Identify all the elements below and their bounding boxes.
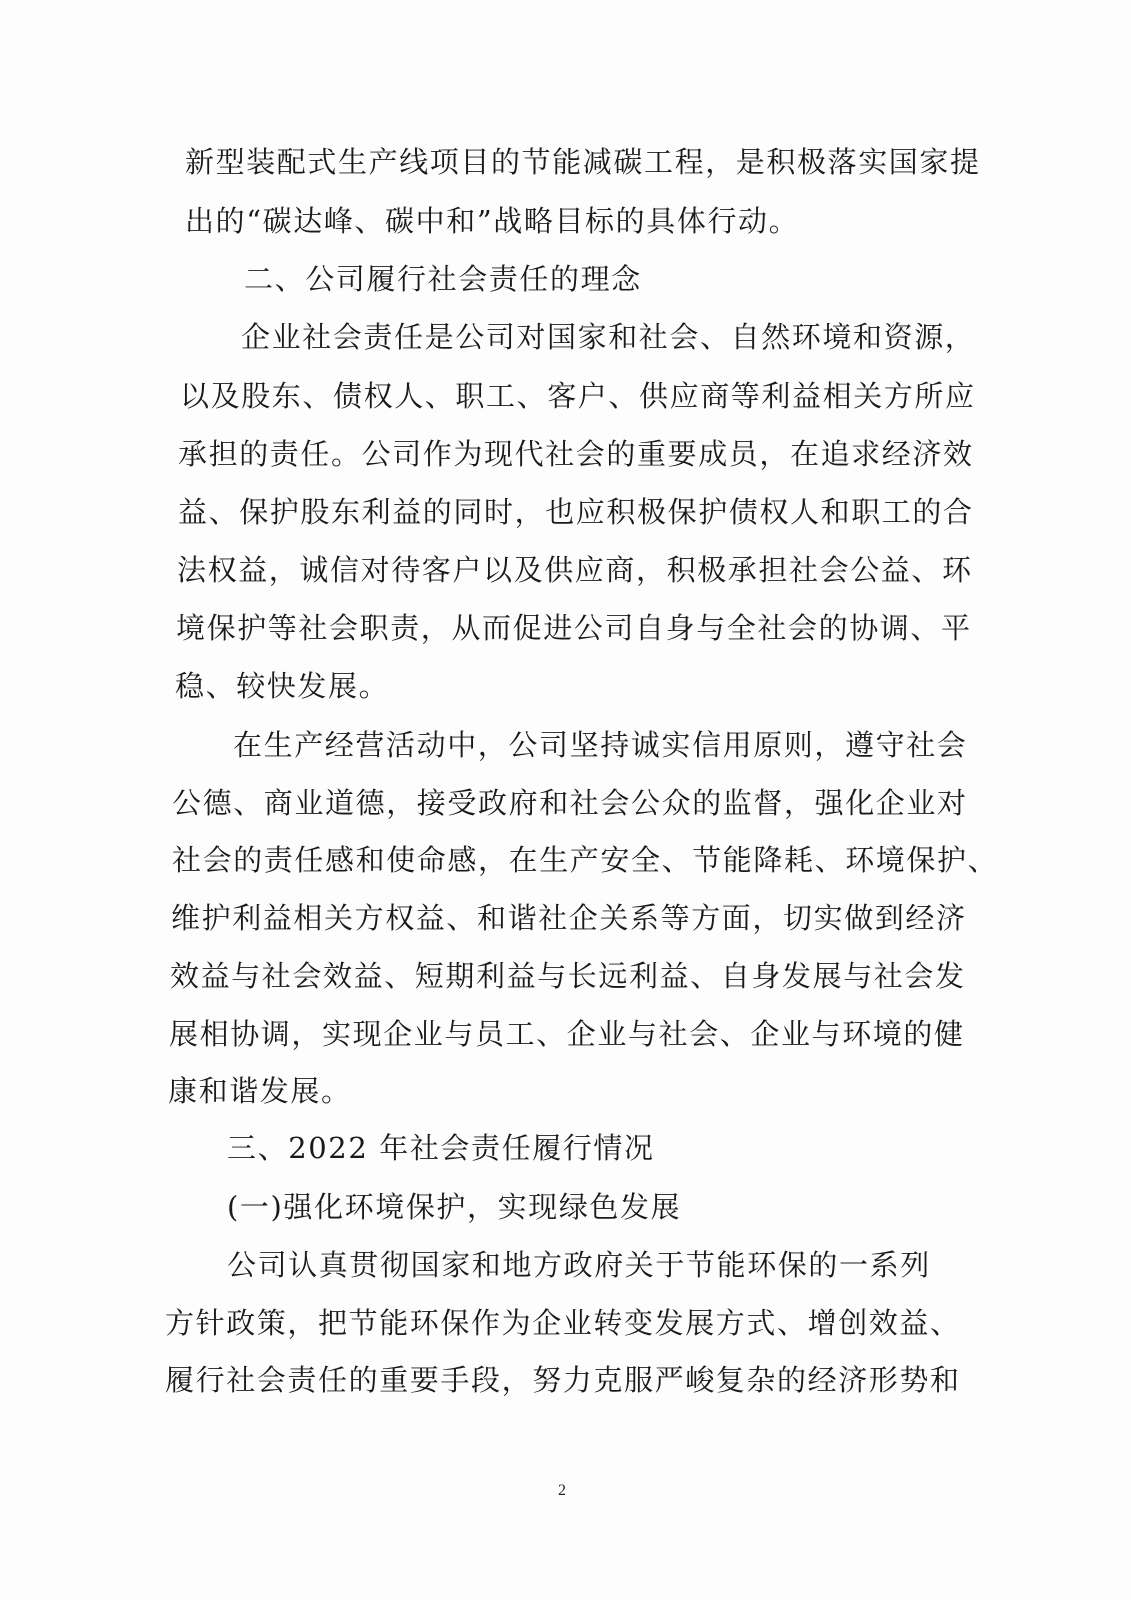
paragraph-line: 在生产经营活动中，公司坚持诚实信用原则，遵守社会: [233, 728, 968, 762]
paragraph-line: 公司认真贯彻国家和地方政府关于节能环保的一系列: [227, 1248, 931, 1282]
paragraph-line: 社会的责任感和使命感，在生产安全、节能降耗、环境保护、: [172, 843, 999, 877]
paragraph-line: 康和谐发展。: [168, 1074, 352, 1108]
paragraph-line: 承担的责任。公司作为现代社会的重要成员，在追求经济效: [178, 437, 974, 471]
page-number: 2: [558, 1482, 566, 1499]
paragraph-line: 稳、较快发展。: [175, 669, 390, 703]
paragraph-line: 维护利益相关方权益、和谐社企关系等方面，切实做到经济: [171, 901, 967, 935]
paragraph-line: 境保护等社会职责，从而促进公司自身与全社会的协调、平: [176, 611, 972, 645]
paragraph-line: 效益与社会效益、短期利益与长远利益、自身发展与社会发: [170, 959, 966, 993]
paragraph-line: 企业社会责任是公司对国家和社会、自然环境和资源，: [241, 320, 976, 354]
section-heading: 二、公司履行社会责任的理念: [244, 262, 642, 296]
paragraph-line: 方针政策，把节能环保作为企业转变发展方式、增创效益、: [165, 1306, 961, 1340]
paragraph-line: 公德、商业道德，接受政府和社会公众的监督，强化企业对: [172, 786, 968, 820]
paragraph-line: 展相协调，实现企业与员工、企业与社会、企业与环境的健: [169, 1017, 965, 1051]
paragraph-line: 新型装配式生产线项目的节能减碳工程，是积极落实国家提: [185, 145, 981, 179]
paragraph-line: 法权益，诚信对待客户以及供应商，积极承担社会公益、环: [177, 553, 973, 587]
paragraph-line: 以及股东、债权人、职工、客户、供应商等利益相关方所应: [180, 379, 976, 413]
subsection-heading: (一)强化环境保护，实现绿色发展: [227, 1190, 682, 1224]
paragraph-line: 履行社会责任的重要手段，努力克服严峻复杂的经济形势和: [165, 1363, 961, 1397]
section-heading: 三、2022 年社会责任履行情况: [227, 1131, 655, 1165]
paragraph-line: 益、保护股东利益的同时，也应积极保护债权人和职工的合: [178, 495, 974, 529]
paragraph-line: 出的“碳达峰、碳中和”战略目标的具体行动。: [185, 204, 800, 238]
